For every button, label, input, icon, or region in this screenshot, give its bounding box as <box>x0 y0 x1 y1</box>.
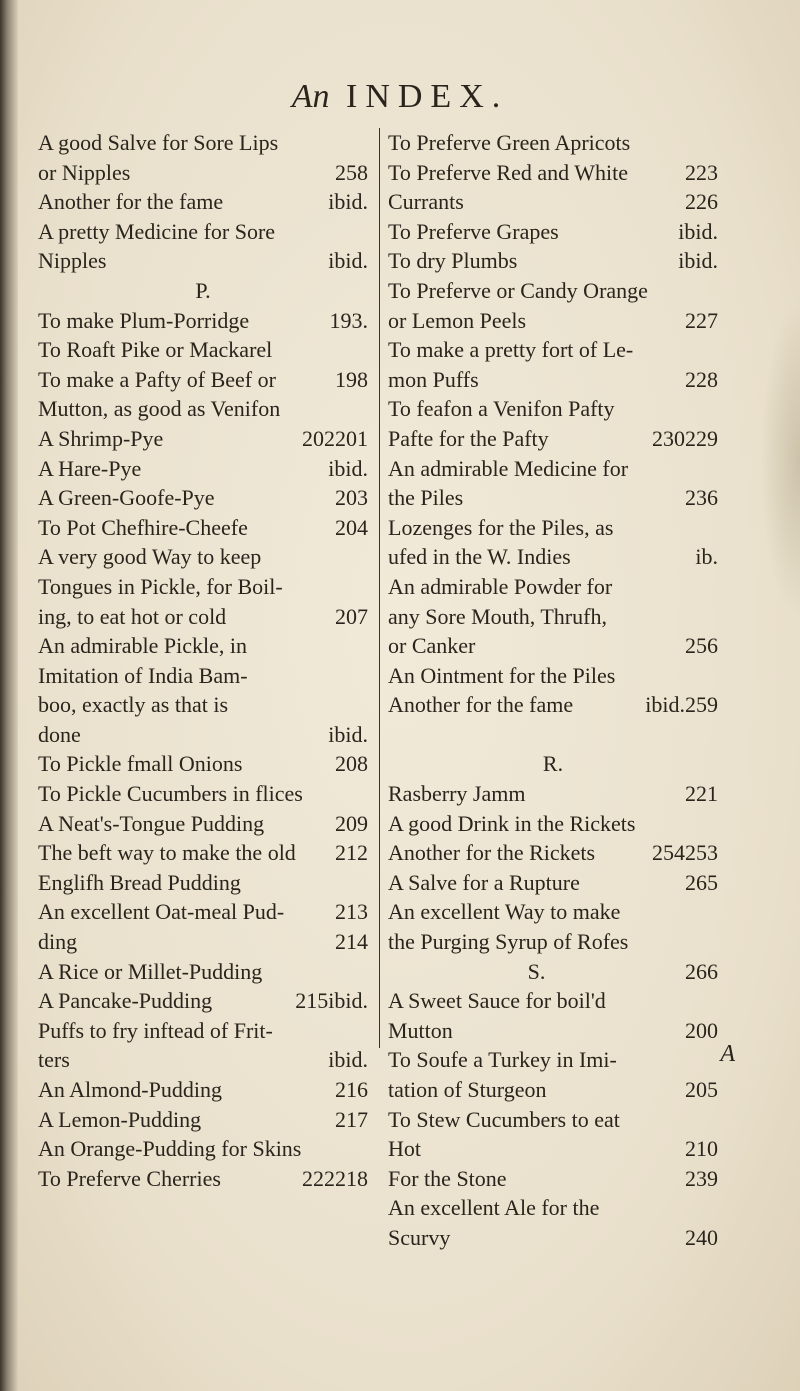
index-entry <box>388 394 718 424</box>
index-entry <box>388 246 718 276</box>
entry-text: tation of Sturgeon <box>388 1077 547 1102</box>
index-entry <box>38 483 368 513</box>
entry-text: An Ointment for the Piles <box>388 662 616 688</box>
entry-text: A pretty Medicine for Sore <box>38 218 276 244</box>
entry-text: To Preferve Green Apricots <box>388 130 631 155</box>
entry-text: To Pickle Cucumbers in flices <box>38 781 303 807</box>
right-column <box>388 128 718 1253</box>
index-entry <box>388 1134 718 1164</box>
entry-page: 229 <box>685 425 718 451</box>
column-divider <box>379 128 380 1048</box>
entry-page: 208 <box>335 751 368 777</box>
index-entry <box>388 1164 718 1194</box>
index-entry <box>388 1105 718 1135</box>
index-entry <box>38 602 368 632</box>
entry-text: any Sore Mouth, Thrufh, <box>388 603 607 629</box>
entry-page: 223 <box>685 159 718 185</box>
entry-text: To make Plum-Porridge <box>38 307 250 333</box>
entry-page: 253 <box>685 840 718 866</box>
entry-text: To Preferve Cherries <box>38 1165 221 1191</box>
entry-page: 193. <box>329 307 368 333</box>
entry-text: Englifh Bread Pudding <box>38 869 241 895</box>
index-entry <box>388 365 718 395</box>
entry-text: An excellent Ale for the <box>388 1195 600 1221</box>
entry-text: A Green-Goofe-Pye <box>38 485 215 511</box>
entry-page: ibid. <box>678 218 718 244</box>
index-entry <box>38 572 368 602</box>
entry-text: For the Stone <box>388 1165 507 1191</box>
page-header <box>0 78 800 116</box>
index-entry <box>388 661 718 691</box>
entry-text: To Roaft Pike or Mackarel <box>38 337 273 363</box>
entry-text: Scurvy <box>388 1224 451 1250</box>
entry-text: A Sweet Sauce for boil'd <box>388 988 606 1014</box>
entry-page: 240 <box>685 1224 718 1250</box>
entry-text: A Pancake-Pudding <box>38 988 213 1014</box>
index-entry <box>38 542 368 572</box>
index-entry <box>38 513 368 543</box>
index-entry <box>38 868 368 898</box>
entry-page: 214 <box>335 929 368 955</box>
entry-text: or Lemon Peels <box>388 307 527 333</box>
entry-text: ters <box>38 1047 70 1073</box>
entry-page: 222 <box>302 1165 335 1191</box>
entry-text: To dry Plumbs <box>388 248 518 274</box>
entry-text: To Pickle fmall Onions <box>38 751 243 777</box>
entry-page: 217 <box>335 1106 368 1132</box>
entry-text: mon Puffs <box>388 366 479 392</box>
index-entry <box>388 809 718 839</box>
entry-page: 212 <box>335 840 368 866</box>
entry-page: 221 <box>685 781 718 807</box>
index-entry <box>388 513 718 543</box>
entry-text: To Soufe a Turkey in Imi- <box>388 1047 617 1073</box>
entry-text: A Lemon-Pudding <box>38 1106 202 1132</box>
entry-text: A Rice or Millet-Pudding <box>38 958 263 984</box>
index-entry <box>38 158 368 188</box>
index-entry <box>388 1075 718 1105</box>
index-entry <box>388 779 718 809</box>
entry-page: ibid. <box>328 248 368 274</box>
section-letter: S. <box>527 958 546 984</box>
entry-page: 204 <box>335 514 368 540</box>
entry-page: ibid. <box>678 248 718 274</box>
index-entry <box>38 246 368 276</box>
index-entry <box>388 1016 718 1046</box>
entry-page: 226 <box>685 189 718 215</box>
entry-text: To make a pretty fort of Le- <box>388 337 634 363</box>
entry-page: 215 <box>295 988 329 1014</box>
entry-page: 198 <box>335 366 368 392</box>
index-entry <box>38 365 368 395</box>
index-entry <box>388 306 718 336</box>
index-entry <box>38 1016 368 1046</box>
entry-text: boo, exactly as that is <box>38 692 229 718</box>
index-entry <box>38 957 368 987</box>
index-entry <box>38 749 368 779</box>
index-entry <box>38 128 368 158</box>
header-prefix: An <box>291 78 330 115</box>
entry-text: An Almond-Pudding <box>38 1077 222 1102</box>
entry-text: Lozenges for the Piles, as <box>388 514 614 540</box>
entry-page: ib. <box>695 544 718 570</box>
entry-text: Another for the fame <box>388 692 574 718</box>
entry-text: or Canker <box>388 633 476 659</box>
entry-text: the Piles <box>388 485 464 511</box>
entry-text: To Preferve or Candy Orange <box>388 277 648 303</box>
index-entry <box>38 306 368 336</box>
entry-text: A good Salve for Sore Lips <box>38 130 279 155</box>
index-entry <box>38 1045 368 1075</box>
entry-text: To Stew Cucumbers to eat <box>388 1106 620 1132</box>
index-entry <box>388 128 718 158</box>
left-column <box>38 128 368 1193</box>
index-entry <box>388 483 718 513</box>
index-entry <box>38 217 368 247</box>
catchword: A <box>720 1041 735 1067</box>
entry-text: A Shrimp-Pye <box>38 425 164 451</box>
entry-text: To Pot Chefhire-Cheefe <box>38 514 248 540</box>
index-entry <box>38 809 368 839</box>
index-entry <box>388 187 718 217</box>
index-entry <box>388 602 718 632</box>
entry-page: 218 <box>335 1165 368 1191</box>
entry-text: To Preferve Grapes <box>388 218 559 244</box>
entry-text: Another for the Rickets <box>388 840 596 866</box>
entry-text: Rasberry Jamm <box>388 781 526 807</box>
entry-text: An excellent Oat-meal Pud- <box>38 899 285 925</box>
index-entry <box>388 927 718 957</box>
entry-page: 239 <box>685 1165 718 1191</box>
entry-text: Tongues in Pickle, for Boil- <box>38 573 283 599</box>
index-entry <box>388 1045 718 1075</box>
index-entry <box>388 424 718 454</box>
entry-page: 210 <box>685 1136 718 1162</box>
entry-page: 254 <box>652 840 685 866</box>
index-entry <box>38 187 368 217</box>
index-entry <box>38 1075 368 1105</box>
entry-page: ibid. <box>328 455 368 481</box>
header-title: INDEX. <box>346 78 509 115</box>
entry-text: To Preferve Red and White <box>388 159 628 185</box>
entry-page: ibid. <box>328 189 368 215</box>
entry-text: A Neat's-Tongue Pudding <box>38 810 265 836</box>
entry-text: Nipples <box>38 248 107 274</box>
entry-page: 236 <box>685 485 718 511</box>
entry-page: ibid. <box>328 988 368 1014</box>
index-entry <box>38 690 368 720</box>
entry-page: 230 <box>652 425 685 451</box>
index-entry <box>388 542 718 572</box>
entry-page: 203 <box>335 485 368 511</box>
index-entry <box>388 631 718 661</box>
entry-page: 259 <box>685 692 718 718</box>
entry-text: Puffs to fry inftead of Frit- <box>38 1017 273 1043</box>
page-gutter <box>0 0 18 1391</box>
index-entry <box>38 631 368 661</box>
index-entry <box>38 1105 368 1135</box>
entry-text: To make a Pafty of Beef or <box>38 366 276 392</box>
paper-stain <box>760 300 800 620</box>
entry-page: 201 <box>335 425 368 451</box>
entry-text: Pafte for the Pafty <box>388 425 549 451</box>
entry-text: Mutton, as good as Venifon <box>38 396 281 422</box>
entry-text: ing, to eat hot or cold <box>38 603 227 629</box>
index-entry <box>38 838 368 868</box>
entry-text: done <box>38 721 81 747</box>
entry-text: ding <box>38 929 78 955</box>
entry-text: An admirable Medicine for <box>388 455 629 481</box>
index-entry <box>38 394 368 424</box>
index-entry <box>388 454 718 484</box>
entry-page: 207 <box>335 603 368 629</box>
entry-text: To feafon a Venifon Pafty <box>388 396 615 422</box>
index-entry <box>388 572 718 602</box>
entry-text: Hot <box>388 1136 421 1162</box>
entry-page: ibid. <box>328 1047 368 1073</box>
section-letter: P. <box>195 277 211 303</box>
index-entry <box>388 838 718 868</box>
entry-text: An admirable Powder for <box>388 573 613 599</box>
section-letter: R. <box>542 751 564 777</box>
index-entry <box>388 690 718 720</box>
index-entry <box>388 158 718 188</box>
entry-page: 213 <box>335 899 368 925</box>
index-entry <box>38 335 368 365</box>
index-entry <box>38 1164 368 1194</box>
entry-page: ibid. <box>328 721 368 747</box>
entry-page: 209 <box>335 810 368 836</box>
index-entry <box>38 1134 368 1164</box>
index-entry <box>38 424 368 454</box>
entry-page: 200 <box>685 1017 718 1043</box>
index-entry <box>388 897 718 927</box>
entry-text: A Salve for a Rupture <box>388 869 580 895</box>
index-entry <box>388 868 718 898</box>
index-entry <box>388 217 718 247</box>
entry-text: A good Drink in the Rickets <box>388 810 636 836</box>
entry-text: or Nipples <box>38 159 131 185</box>
index-entry <box>388 335 718 365</box>
index-entry <box>38 927 368 957</box>
entry-text: Imitation of India Bam- <box>38 662 248 688</box>
entry-page: 228 <box>685 366 718 392</box>
entry-page: 256 <box>685 633 718 659</box>
entry-text: An excellent Way to make <box>388 899 621 925</box>
entry-text: A very good Way to keep <box>38 544 262 570</box>
entry-text: Currants <box>388 189 464 215</box>
entry-page: 227 <box>685 307 718 333</box>
index-entry <box>38 779 368 809</box>
entry-text: An Orange-Pudding for Skins <box>38 1136 302 1162</box>
entry-text: Mutton <box>388 1017 453 1043</box>
index-entry <box>38 661 368 691</box>
index-entry <box>388 1193 718 1223</box>
index-entry <box>388 986 718 1016</box>
entry-text: Another for the fame <box>38 189 224 215</box>
entry-page: 258 <box>335 159 368 185</box>
entry-page: 266 <box>685 958 718 984</box>
entry-page: ibid. <box>645 692 685 718</box>
entry-page: 205 <box>685 1077 718 1102</box>
entry-page: 265 <box>685 869 718 895</box>
index-entry <box>388 276 718 306</box>
entry-text: ufed in the W. Indies <box>388 544 571 570</box>
index-entry <box>388 720 718 750</box>
entry-text: An admirable Pickle, in <box>38 633 247 659</box>
index-entry <box>38 986 368 1016</box>
entry-page: 202 <box>302 425 335 451</box>
entry-text: A Hare-Pye <box>38 455 142 481</box>
index-entry <box>38 454 368 484</box>
entry-text: the Purging Syrup of Rofes <box>388 929 629 955</box>
entry-text: The beft way to make the old <box>38 840 296 866</box>
index-entry <box>38 897 368 927</box>
index-entry <box>38 720 368 750</box>
index-entry <box>388 1223 718 1253</box>
entry-page: 216 <box>335 1077 368 1102</box>
